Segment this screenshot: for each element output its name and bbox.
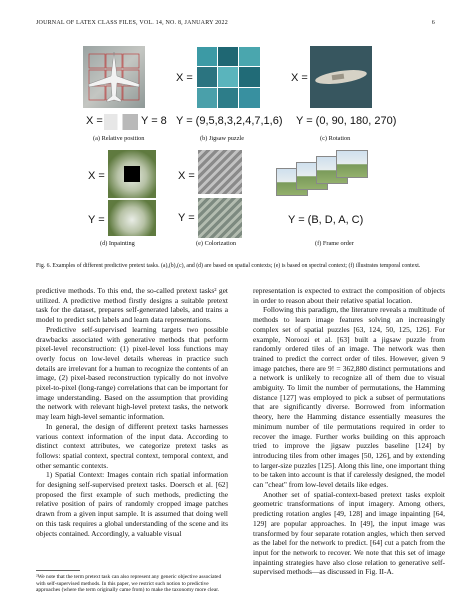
y-equals-8-label: Y = 8: [141, 115, 167, 127]
jigsaw-puzzle-image: [196, 46, 260, 108]
colorization-gray-image: [198, 150, 242, 194]
subcaption-d: (d) Inpainting: [100, 240, 135, 247]
figure-caption: Fig. 6. Examples of different predictive pretext tasks. (a),(b),(c), and (d) are based on spatial contexts; (e) is based on spectral context; (f) illustrates temporal context.: [36, 263, 421, 269]
paragraph: Following this paradigm, the literature reveals a multitude of methods to learn image features solving an increasingly complex set of spatial puzzles [63, 124, 50, 125, 126]. For example, Noroozi et al. [63] built a jigsaw puzzle from randomly ordered tiles of an image. The network was then trained to predict the correct order of tiles. However, given 9 image patches, there are 9! = 362,880 distinct permutations and a network is unlikely to recognize all of them due to visual ambiguity. To limit the number of permutations, the Hamming distance [127] was employed to pick a subset of permutations that are significantly diverse. Borrowed from information theory, here the Hamming distance essentially measures the minimum number of tile permutations required in order to recover the image. Further works building on this approach tried to improve the jigsaw puzzles baseline [124] by introducing tiles from other images [50, 126], and by extending to larger-size puzzles [125]. Along this line, one important thing to be taken into account is that if carelessly designed, the model can "cheat" from low-level details like edges.: [253, 305, 445, 490]
mask-square: [124, 166, 140, 182]
colorization-color-image: [198, 198, 242, 238]
patch-pair: [104, 114, 138, 130]
airplane-icon: [83, 46, 145, 108]
inpainting-masked-image: [108, 150, 156, 198]
subcaption-b: (b) Jigsaw puzzle: [200, 135, 245, 142]
frame-tile: [336, 150, 368, 178]
y-equals-label-e: Y =: [178, 212, 195, 224]
x-equals-label-d: X =: [88, 170, 105, 182]
frame-order-label: Y = (B, D, A, C): [288, 214, 364, 226]
paragraph: representation is expected to extract the composition of objects in order to reason about their relative spatial location.: [253, 286, 445, 305]
right-column: [253, 286, 445, 577]
subcaption-e: (e) Colorization: [196, 240, 237, 247]
x-equals-label-e: X =: [178, 170, 195, 182]
paragraph: In general, the design of different pretext tasks harnesses various context information of the input data. According to distinct context attributes, we categorize pretext tasks as follows: spatial context, spectral context, temporal context, and other semantic contexts.: [36, 421, 228, 470]
subcaption-c: (c) Rotation: [320, 135, 351, 142]
y-equals-label-d: Y =: [88, 214, 105, 226]
x-equals-label-b: X =: [176, 72, 193, 84]
x-equals-label-c: X =: [291, 72, 308, 84]
relative-position-image: [83, 46, 145, 108]
page-number: 6: [431, 20, 435, 26]
inpainting-target-image: [108, 200, 156, 236]
rotation-image: [310, 46, 372, 108]
footnote-rule: [36, 570, 80, 571]
footnote: ²We note that the term pretext task can also represent any generic objective associated with self-supervised methods. In this paper, we restrict such notion to predictive approaches (where the term originally came from) to make the taxonomy more clear.: [36, 574, 222, 594]
rotation-label: Y = (0, 90, 180, 270): [296, 115, 397, 127]
frame-sequence: [276, 150, 366, 205]
puzzle-label: Y = (9,5,8,3,2,4,7,1,6): [176, 115, 283, 127]
ship-icon: [310, 46, 372, 108]
x-equals-label-a: X =: [86, 115, 103, 127]
paragraph: 1) Spatial Context: Images contain rich spatial information for designing self-supervised pretext tasks. Doersch et al. [62] proposed the first example of such methods, predicting the relative position of pairs of randomly cropped image patches drawn from a given input sample. It is assumed that doing well on this task requires a global understanding of the scene and its objects contained. Accordingly, a valuable visual: [36, 470, 228, 538]
paragraph: predictive methods. To this end, the so-called pretext tasks² get utilized. A predictive method firstly designs a suitable pretext task for the dataset, prepares self-generated labels, and trains a model to predict such labels and learn data representations.: [36, 286, 228, 325]
paragraph: Predictive self-supervised learning targets two possible drawbacks associated with generative methods that perform pixel-level reconstruction: (1) pixel-level loss functions may overly focus on low-level details whereas in practice such details are irrelevant for a human to recognize the contents of an image, (2) pixel-based reconstruction typically do not involve pixel-to-pixel (long-range) correlations that can be important for image understanding. Based on the assumption that providing the network with relevant high-level pretext tasks, the network may learn high-level semantic information.: [36, 324, 228, 422]
paragraph: Another set of spatial-context-based pretext tasks exploit geometric transformations of input imagery. Among others, predicting rotation angles [49, 128] and image inpainting [64, 129] are popular approaches. In [49], the input image was transformed by four separate rotation angles, which then served as the label for the network to predict. [64] cut a patch from the input for the network to recover. We note that this set of image inpainting strategies have also close relation to generative self-supervised methods—as discussed in Fig. II-A.: [253, 489, 445, 577]
running-header: JOURNAL OF LATEX CLASS FILES, VOL. 14, NO. 8, JANUARY 2022: [36, 20, 228, 26]
subcaption-f: (f) Frame order: [315, 240, 354, 247]
left-column: [36, 286, 228, 538]
subcaption-a: (a) Relative position: [93, 135, 145, 142]
